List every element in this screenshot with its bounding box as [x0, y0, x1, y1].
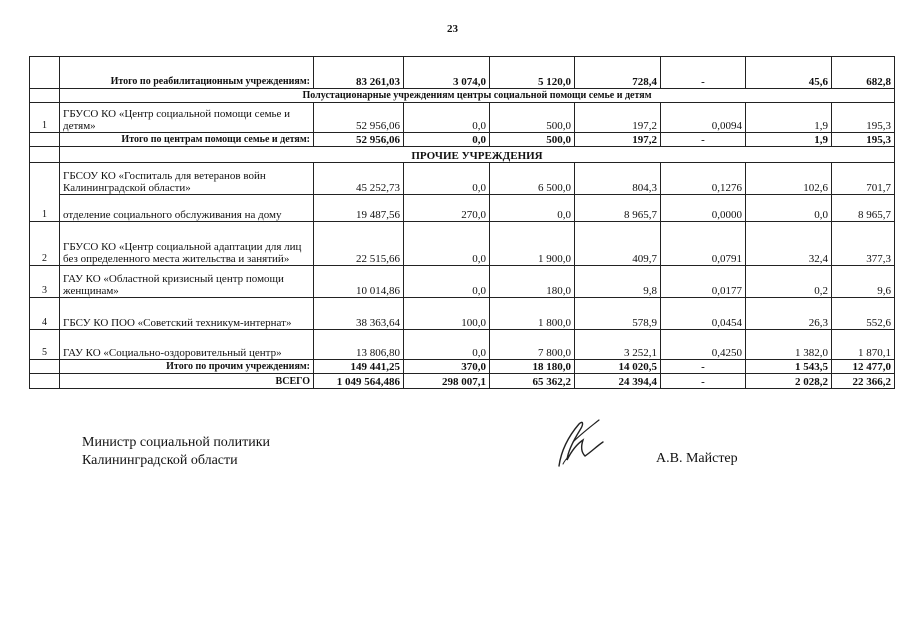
- total-label: Итого по реабилитационным учреждениям:: [60, 57, 314, 89]
- table-row: [30, 222, 895, 266]
- index-cell: [30, 89, 60, 103]
- section-row: [30, 147, 895, 163]
- section-row: [30, 89, 895, 103]
- signatory-title-line2: Калининградской области: [82, 453, 238, 468]
- table-row: [30, 195, 895, 222]
- table-row: [30, 163, 895, 195]
- section-heading: ПРОЧИЕ УЧРЕЖДЕНИЯ: [60, 147, 895, 163]
- col2-value: 100,0: [404, 298, 490, 330]
- coef-value: -: [661, 360, 746, 374]
- col4-value: 578,9: [575, 298, 661, 330]
- col3-value: 180,0: [490, 266, 575, 298]
- total-label: Итого по прочим учреждениям:: [60, 360, 314, 374]
- plan-value: 1 049 564,486: [314, 374, 404, 389]
- budget-table: [29, 56, 895, 389]
- col6-value: 0,0: [746, 195, 832, 222]
- coef-value: 0,0094: [661, 103, 746, 133]
- coef-value: 0,0000: [661, 195, 746, 222]
- result-value: 1 870,1: [832, 330, 895, 360]
- col2-value: 0,0: [404, 330, 490, 360]
- result-value: 701,7: [832, 163, 895, 195]
- signatory-name: А.В. Майстер: [656, 451, 738, 466]
- table-row: [30, 103, 895, 133]
- result-value: 195,3: [832, 133, 895, 147]
- col4-value: 8 965,7: [575, 195, 661, 222]
- row-index: 1: [30, 163, 60, 222]
- page-number: 23: [447, 23, 458, 35]
- coef-value: 0,0177: [661, 266, 746, 298]
- col6-value: 1,9: [746, 133, 832, 147]
- institution-name: ГБСУ КО ПОО «Советский техникум-интернат»: [60, 298, 314, 330]
- table-row: [30, 330, 895, 360]
- institution-name: ГБСОУ КО «Госпиталь для ветеранов войн Калининградской области»: [60, 163, 314, 195]
- row-index: 4: [30, 298, 60, 330]
- total-row: [30, 374, 895, 389]
- total-row: [30, 57, 895, 89]
- row-index: [30, 133, 60, 147]
- handwritten-signature: [553, 412, 613, 472]
- col2-value: 298 007,1: [404, 374, 490, 389]
- col3-value: 65 362,2: [490, 374, 575, 389]
- col2-value: 0,0: [404, 133, 490, 147]
- plan-value: 45 252,73: [314, 163, 404, 195]
- col4-value: 197,2: [575, 133, 661, 147]
- col6-value: 1 543,5: [746, 360, 832, 374]
- col2-value: 0,0: [404, 222, 490, 266]
- coef-value: 0,1276: [661, 163, 746, 195]
- institution-name: ГАУ КО «Социально-оздоровительный центр»: [60, 330, 314, 360]
- plan-value: 19 487,56: [314, 195, 404, 222]
- col4-value: 3 252,1: [575, 330, 661, 360]
- plan-value: 38 363,64: [314, 298, 404, 330]
- result-value: 552,6: [832, 298, 895, 330]
- col3-value: 500,0: [490, 103, 575, 133]
- coef-value: 0,0791: [661, 222, 746, 266]
- col3-value: 18 180,0: [490, 360, 575, 374]
- coef-value: 0,4250: [661, 330, 746, 360]
- col2-value: 3 074,0: [404, 57, 490, 89]
- coef-value: -: [661, 57, 746, 89]
- row-index: 5: [30, 330, 60, 360]
- col2-value: 0,0: [404, 266, 490, 298]
- total-row: [30, 133, 895, 147]
- col6-value: 1 382,0: [746, 330, 832, 360]
- result-value: 22 366,2: [832, 374, 895, 389]
- coef-value: -: [661, 374, 746, 389]
- result-value: 682,8: [832, 57, 895, 89]
- signatory-title: [82, 434, 270, 470]
- col3-value: 5 120,0: [490, 57, 575, 89]
- col2-value: 0,0: [404, 103, 490, 133]
- col4-value: 728,4: [575, 57, 661, 89]
- row-index: [30, 360, 60, 374]
- total-label: Итого по центрам помощи семье и детям:: [60, 133, 314, 147]
- col4-value: 14 020,5: [575, 360, 661, 374]
- plan-value: 13 806,80: [314, 330, 404, 360]
- col2-value: 0,0: [404, 163, 490, 195]
- col4-value: 197,2: [575, 103, 661, 133]
- col4-value: 9,8: [575, 266, 661, 298]
- col3-value: 1 900,0: [490, 222, 575, 266]
- result-value: 12 477,0: [832, 360, 895, 374]
- signatory-title-line1: Министр социальной политики: [82, 435, 271, 450]
- row-index: 1: [30, 103, 60, 133]
- table-row: [30, 266, 895, 298]
- col3-value: 1 800,0: [490, 298, 575, 330]
- col3-value: 500,0: [490, 133, 575, 147]
- col4-value: 24 394,4: [575, 374, 661, 389]
- result-value: 9,6: [832, 266, 895, 298]
- col4-value: 804,3: [575, 163, 661, 195]
- col6-value: 32,4: [746, 222, 832, 266]
- col3-value: 0,0: [490, 195, 575, 222]
- col3-value: 7 800,0: [490, 330, 575, 360]
- row-index: [30, 57, 60, 89]
- col6-value: 2 028,2: [746, 374, 832, 389]
- col6-value: 0,2: [746, 266, 832, 298]
- result-value: 8 965,7: [832, 195, 895, 222]
- institution-name: отделение социального обслуживания на дому: [60, 195, 314, 222]
- plan-value: 149 441,25: [314, 360, 404, 374]
- plan-value: 22 515,66: [314, 222, 404, 266]
- col6-value: 102,6: [746, 163, 832, 195]
- result-value: 377,3: [832, 222, 895, 266]
- table-row: [30, 298, 895, 330]
- section-heading: Полустационарные учреждениям центры социальной помощи семье и детям: [60, 89, 895, 103]
- col2-value: 370,0: [404, 360, 490, 374]
- result-value: 195,3: [832, 103, 895, 133]
- plan-value: 10 014,86: [314, 266, 404, 298]
- coef-value: 0,0454: [661, 298, 746, 330]
- total-label: ВСЕГО: [60, 374, 314, 389]
- index-cell: [30, 147, 60, 163]
- col4-value: 409,7: [575, 222, 661, 266]
- col2-value: 270,0: [404, 195, 490, 222]
- row-index: 3: [30, 266, 60, 298]
- col6-value: 45,6: [746, 57, 832, 89]
- row-index: 2: [30, 222, 60, 266]
- col3-value: 6 500,0: [490, 163, 575, 195]
- plan-value: 52 956,06: [314, 133, 404, 147]
- plan-value: 83 261,03: [314, 57, 404, 89]
- institution-name: ГБУСО КО «Центр социальной адаптации для лиц без определенного места жительства и занятий»: [60, 222, 314, 266]
- institution-name: ГАУ КО «Областной кризисный центр помощи женщинам»: [60, 266, 314, 298]
- total-row: [30, 360, 895, 374]
- row-index: [30, 374, 60, 389]
- institution-name: ГБУСО КО «Центр социальной помощи семье и детям»: [60, 103, 314, 133]
- coef-value: -: [661, 133, 746, 147]
- col6-value: 26,3: [746, 298, 832, 330]
- col6-value: 1,9: [746, 103, 832, 133]
- plan-value: 52 956,06: [314, 103, 404, 133]
